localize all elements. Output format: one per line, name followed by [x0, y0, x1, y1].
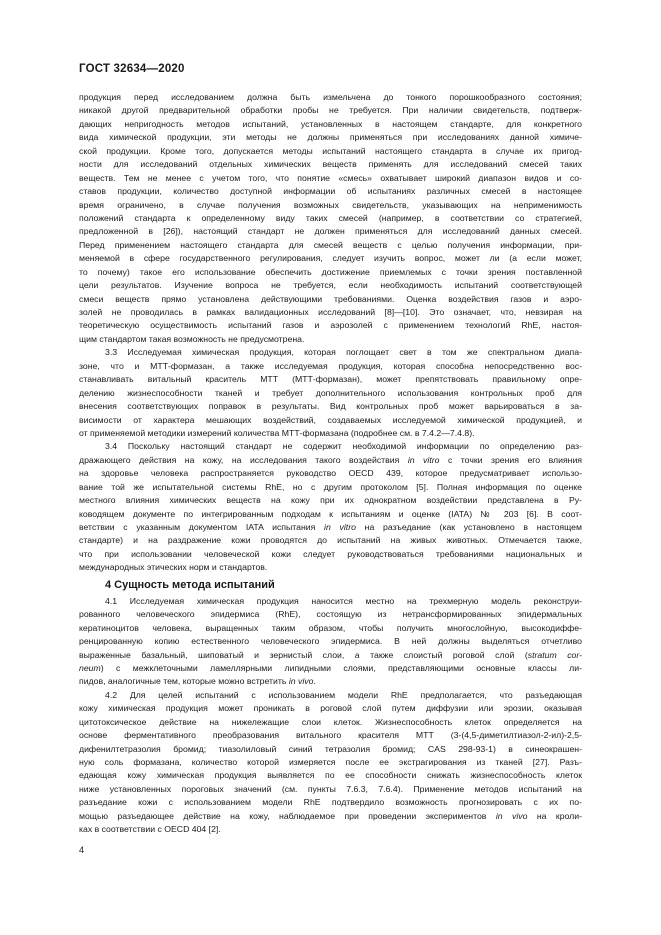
text-line: стандарте) и на раздражение кожи проводятся до испытаний на живых животных. Отмечается также,	[79, 535, 582, 546]
text-line: дражающего действия на кожу, на исследования такого воздействия in vitro с точки зрения его влияния	[79, 454, 582, 465]
text-line: продукция перед исследованием должна быть измельчена до тонкого порошкообразного состояния;	[79, 92, 582, 102]
text-line: 4.2 Для целей испытаний с использованием модели RhE предполагается, что разъедающая	[105, 689, 582, 700]
text-line: кожу химическая продукция может проникать в роговой слой путем диффузии или эрозии, оказывая	[79, 703, 582, 714]
text-line: основе ферментативного преобразования витального красителя МТТ (3-(4,5-диметилтиазол-2-ил)-2,5-	[79, 730, 582, 741]
document-header: ГОСТ 32634—2020	[79, 63, 185, 75]
text-line: щим стандартом такая возможность не предусмотрена.	[79, 333, 305, 344]
text-line: предложенной в [26]), настоящий стандарт не должен применяться для исследований данных смесей.	[79, 226, 582, 237]
text-line: выраженные базальный, шиповатый и зернистый слои, а также слоистый роговой слой (stratum cor-	[79, 649, 582, 660]
text-line: рованного человеческого эпидермиса (RhE), состоящую из нетрансформированных эпидермальных	[79, 609, 582, 620]
text-line: ководящем документе по интегрированным подходам к испытаниям и оценке (IATA) № 203 [6]. В соот-	[79, 508, 582, 519]
text-line: ской продукции. Кроме того, допускается методы испытаний настоящего стандарта в случае их пригод-	[79, 145, 582, 156]
text-line: веществ. Тем не менее с учетом того, что понятие «смесь» охватывает широкий диапазон видов и со-	[79, 172, 582, 183]
text-line: теоретическую осуществимость испытаний газов и аэрозолей с применением технологий RhE, настоя-	[79, 320, 582, 331]
text-line: ставов продукции, количество доступной информации об испытаниях различных смесей в настоящее	[79, 186, 582, 197]
text-line: цитотоксическое действие на нижележащие слои клеток. Жизнеспособность клеток определяется на	[79, 716, 582, 727]
text-line: вида химической продукции, эти методы не должны применяться при исследованиях данной химиче-	[79, 132, 582, 143]
text-line: ную соль формазана, количество которой измеряется после ее экстрагирования из тканей [27]. Разъ-	[79, 757, 582, 767]
text-line: Перед применением настоящего стандарта для смесей веществ с целью получения информации, при-	[79, 239, 582, 250]
document-body	[79, 91, 582, 837]
section-heading: 4 Сущность метода испытаний	[105, 578, 275, 591]
text-line: дающих непригодность методов испытаний, установленных в настоящем стандарте, для конкретного	[79, 118, 582, 129]
text-line: цели результатов. Изучение вопроса не требуется, если необходимость испытаний соответствующей	[79, 280, 582, 291]
text-line: разъедание кожи с использованием модели RhE подтвердило возможность прогнозировать с их по-	[79, 797, 582, 808]
text-line: neum) с межклеточными ламеллярными липидными слоями, представляющими основные классы ли-	[79, 662, 582, 673]
text-line: внесения соответствующих поправок в результаты. Вид контрольных проб может варьироваться в за-	[79, 401, 582, 412]
text-line: ках в соответствии с OECD 404 [2].	[79, 824, 221, 835]
text-line: никакой другой предварительной обработки пробы не требуется. При наличии свидетельств, подтверж-	[79, 105, 582, 116]
text-line: зоне, что и МТТ-формазан, а также исследуемая продукция, которая способна непосредственно вос-	[79, 360, 582, 371]
text-line: время ограничено, в случае получения возможных свидетельств, указывающих на неприменимость	[79, 199, 582, 210]
text-line: то почему) такое его использование обеспечить достижение приемлемых с точки зрения поставленной	[79, 266, 582, 277]
text-line: делению жизнеспособности тканей и требует дополнительного использования контрольных проб для	[79, 387, 582, 398]
text-line: на здоровье человека распространяется руководство OECD 439, которое предусматривает использо-	[79, 468, 582, 479]
text-line: золей не проводилась в рамках валидационных исследований [8]—[10]. Это означает, что, невзирая на	[79, 307, 582, 317]
text-line: пидов, аналогичные тем, которые можно встретить in vivo.	[79, 676, 316, 687]
text-line: 3.4 Поскольку настоящий стандарт не содержит необходимой информации по определению раз-	[105, 441, 582, 452]
text-line: мощью разъедающее действие на кожу, наблюдаемое при проведении экспериментов in vivo на кроли-	[79, 810, 582, 821]
text-line: ности для исследований отдельных химических веществ применять для исследований смесей таких	[79, 159, 582, 170]
text-line: смеси веществ прямо установлена действующими требованиями. Оценка воздействия газов и аэро-	[79, 293, 582, 304]
text-line: едающая кожу химическая продукция выявляется по ее способности снижать жизнеспособность клеток	[79, 770, 582, 781]
text-line: ниже установленных пороговых значений (см. пункты 7.6.3, 7.6.4). Применение методов испытаний на	[79, 783, 582, 794]
text-line: положений стандарта к определенному виду таких смесей (например, в соответствии со стратегией,	[79, 212, 582, 223]
text-line: что при использовании человеческой кожи следует руководствоваться требованиями национальных и	[79, 548, 582, 559]
page-number: 4	[79, 845, 85, 855]
text-line: висимости от характера мешающих воздействий, создаваемых исследуемой химической продукцией, и	[79, 414, 582, 425]
text-line: ренцированную копию естественного человеческого эпидермиса. В ней должны выделяться отчетливо	[79, 636, 582, 647]
text-line: кератиноцитов человека, выращенных таким образом, чтобы получить многослойную, высокодиффе-	[79, 622, 582, 633]
text-line: 4.1 Исследуемая химическая продукция наносится местно на трехмерную модель реконструи-	[105, 595, 582, 606]
text-line: вание той же испытательной системы RhE, но с другим протоколом [5]. Полная информация по оценке	[79, 481, 582, 492]
text-line: станавливать витальный краситель МТТ (МТТ-формазан), может препятствовать правильному опре-	[79, 374, 582, 385]
text-line: ветствии с указанным документом IATA испытания in vitro на разъедание (как установлено в настоящем	[79, 522, 582, 532]
text-line: от применяемой методики измерений количества МТТ-формазана (подробнее см. в 7.4.2—7.4.8).	[79, 427, 475, 438]
text-line: меняемой в сфере государственного регулирования, следует изучить вопрос, может ли (а если может,	[79, 253, 582, 264]
text-line: международных этических норм и стандартов.	[79, 562, 268, 573]
text-line: местного влияния химических веществ на кожу при их однократном воздействии представлена в Ру-	[79, 495, 582, 506]
text-line: дифенилтетразолия бромид; тиазолиловый синий тетразолия бромид; CAS 298-93-1) в синеокрашен-	[79, 743, 582, 754]
text-line: 3.3 Исследуемая химическая продукция, которая поглощает свет в том же спектральном диапа-	[105, 347, 582, 358]
